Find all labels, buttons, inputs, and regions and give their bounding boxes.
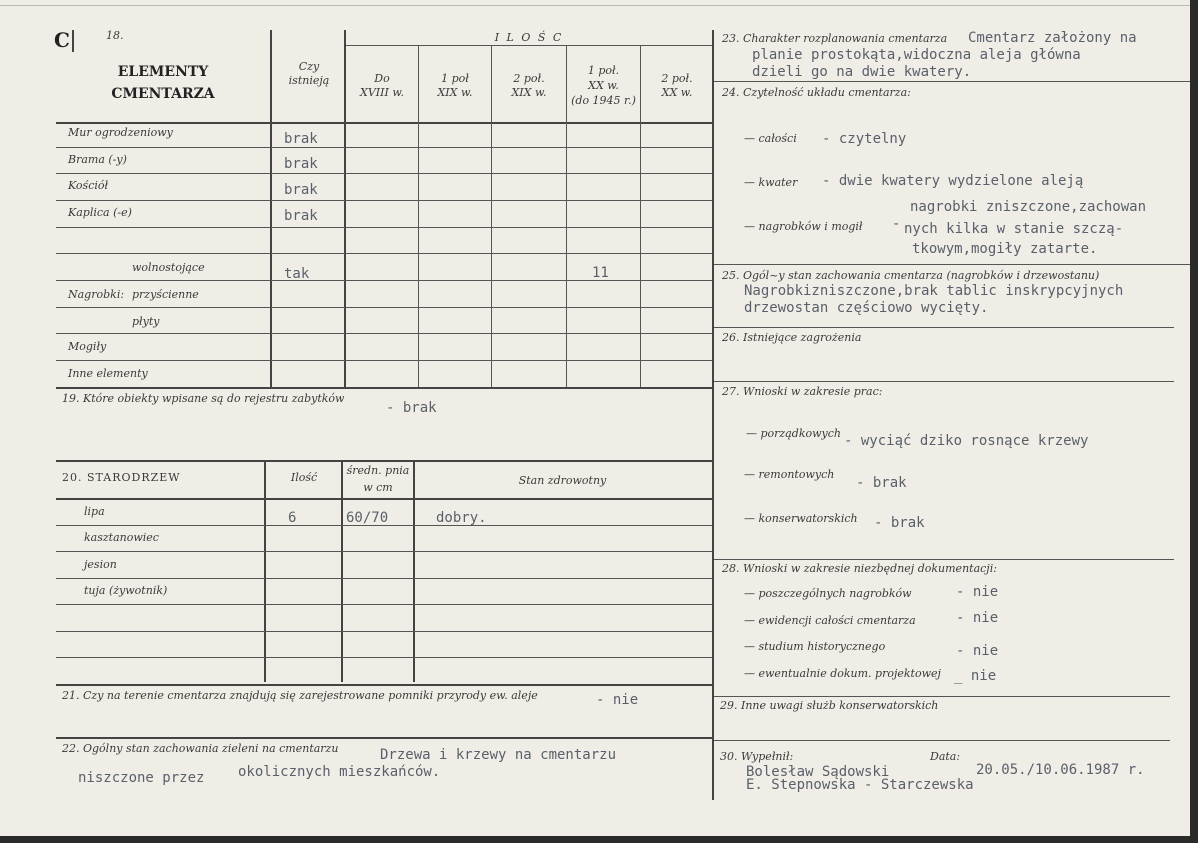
section-20-label: 20. STARODRZEW: [62, 471, 181, 484]
col-2xix-line2: XIX w.: [511, 86, 547, 99]
col-divider-exist: [270, 30, 272, 388]
row-label-kosciol: Kościół: [68, 179, 109, 192]
col-xviii-line2: XVIII w.: [360, 86, 404, 99]
col-ilosc-header: I L O Ś C: [494, 31, 564, 44]
lipa-stan: dobry.: [436, 510, 487, 526]
col-tree-sredn-line2: w cm: [363, 481, 393, 494]
section-23-line3: dzieli go na dwie kwatery.: [752, 64, 972, 80]
filled-by-name1: Bolesław Sądowski: [746, 764, 890, 780]
kwater-label: — kwater: [744, 176, 798, 189]
row-line-8: [56, 333, 712, 334]
value-brama: brak: [284, 156, 318, 172]
tree-row-line-6: [56, 657, 712, 658]
ilosc-header-line: [346, 45, 713, 46]
kwater-value: - dwie kwatery wydzielone aleją: [822, 173, 1084, 189]
col-divider-3: [491, 46, 492, 388]
porzadkowych-value: - wyciąć dziko rosnące krzewy: [844, 433, 1089, 449]
section-22-line2a: niszczone przez: [78, 770, 205, 786]
table-20-top: [56, 460, 712, 462]
tree-col-divider-3: [413, 460, 415, 682]
row-line-3: [56, 200, 712, 201]
col-1xix-line2: XIX w.: [437, 86, 473, 99]
row-label-kaplica: Kaplica (-e): [68, 206, 132, 219]
tree-row-line-3: [56, 578, 712, 579]
tree-col-divider-2: [341, 460, 343, 682]
section-28-label: 28. Wnioski w zakresie niezbędnej dokumentacji:: [722, 562, 997, 575]
col-2xx-line1: 2 poł.: [661, 72, 693, 85]
lipa-sredn: 60/70: [346, 510, 389, 526]
col-divider-ilosc: [344, 30, 346, 388]
ewidencji-value: - nie: [956, 610, 999, 626]
section-30-label: 30. Wypełnił:: [720, 750, 794, 763]
section-23-label: 23. Charakter rozplanowania cmentarza: [722, 32, 948, 45]
filled-by-name2: E. Stepnowska - Starczewska: [746, 777, 974, 793]
row-line-7: [56, 307, 712, 308]
tree-kasztanowiec: kasztanowiec: [84, 531, 159, 544]
value-kaplica: brak: [284, 208, 318, 224]
header-bottom-line: [56, 122, 714, 124]
filled-date: 20.05./10.06.1987 r.: [976, 762, 1145, 778]
center-divider: [712, 30, 714, 800]
row-label-mogily: Mogiły: [68, 340, 107, 353]
col-exist-line2: istnieją: [288, 74, 330, 87]
value-mur: brak: [284, 131, 318, 147]
nagrobkow-line2: nych kilka w stanie szczą-: [904, 221, 1124, 237]
row-line-5: [56, 253, 712, 254]
nagrobkow-dash: -: [892, 216, 901, 232]
section-25-line2: drzewostan częściowo wycięty.: [744, 300, 989, 316]
row-line-1: [56, 147, 712, 148]
table-20-bottom: [56, 684, 712, 686]
lipa-ilosc: 6: [288, 510, 297, 526]
section-22-label: 22. Ogólny stan zachowania zieleni na cmentarzu: [62, 742, 339, 755]
section-marker: C: [54, 28, 70, 52]
col-divider-2: [418, 46, 419, 388]
section-22-line2b: okolicznych mieszkańców.: [238, 764, 441, 780]
section-28-bottom: [714, 696, 1170, 697]
row-label-mur: Mur ogrodzeniowy: [68, 126, 173, 139]
value-wolnostojace: tak: [284, 266, 310, 282]
section-18-number: 18.: [106, 29, 124, 42]
col-1xix-line1: 1 poł: [441, 72, 469, 85]
row-line-6: [56, 280, 712, 281]
nagrobkow-doc-label: — poszczególnych nagrobków: [744, 587, 912, 600]
section-26-bottom: [714, 381, 1174, 382]
konserwatorskich-label: — konserwatorskich: [744, 512, 858, 525]
row-label-brama: Brama (-y): [68, 153, 127, 166]
ewidencji-label: — ewidencji całości cmentarza: [744, 614, 916, 627]
konserwatorskich-value: - brak: [874, 515, 925, 531]
porzadkowych-label: — porządkowych: [746, 427, 841, 440]
row-line-2: [56, 173, 712, 174]
section-25-bottom: [714, 327, 1174, 328]
section-25-label: 25. Ogól~y stan zachowania cmentarza (nagrobków i drzewostanu): [722, 269, 1100, 282]
tree-row-line-5: [56, 631, 712, 632]
studium-value: - nie: [956, 643, 999, 659]
tree-tuja: tuja (żywotnik): [84, 584, 168, 597]
row-line-9: [56, 360, 712, 361]
table-18-bottom: [56, 387, 714, 389]
section-18-title-line2: CMENTARZA: [111, 86, 215, 102]
col-1xx-line3: (do 1945 r.): [571, 94, 636, 107]
remontowych-value: - brak: [856, 475, 907, 491]
col-tree-stan: Stan zdrowotny: [518, 474, 607, 487]
tree-jesion: jesion: [84, 558, 117, 571]
section-22-line1: Drzewa i krzewy na cmentarzu: [380, 747, 617, 763]
section-29-bottom: [714, 740, 1170, 741]
section-21-value: - nie: [596, 692, 639, 708]
row-label-inne: Inne elementy: [68, 367, 148, 380]
tree-lipa: lipa: [84, 505, 105, 518]
col-tree-ilosc: Ilość: [290, 471, 318, 484]
calosci-label: — całości: [744, 132, 797, 145]
value-count-1xx: 11: [592, 265, 609, 281]
row-label-plyty: płyty: [132, 315, 160, 328]
card-top-edge: [0, 5, 1190, 6]
value-kosciol: brak: [284, 182, 318, 198]
col-xviii-line1: Do: [374, 72, 390, 85]
col-1xx-line2: XX w.: [588, 79, 619, 92]
section-26-label: 26. Istniejące zagrożenia: [722, 331, 862, 344]
col-1xx-line1: 1 poł.: [587, 64, 620, 77]
col-2xx-line2: XX w.: [661, 86, 693, 99]
row-label-wolnostojace: wolnostojące: [132, 261, 205, 274]
calosci-value: - czytelny: [822, 131, 907, 147]
tree-row-line-4: [56, 604, 712, 605]
section-24-bottom: [714, 264, 1190, 265]
col-2xix-line1: 2 poł.: [513, 72, 545, 85]
col-divider-4: [566, 46, 567, 388]
section-23-bottom: [714, 81, 1190, 82]
col-exist-line1: Czy: [298, 60, 320, 73]
section-25-line1: Nagrobkizniszczone,brak tablic inskrypcyjnych: [744, 283, 1124, 299]
section-23-line2: planie prostokąta,widoczna aleja główna: [752, 47, 1081, 63]
section-19-label: 19. Które obiekty wpisane są do rejestru zabytków: [62, 392, 345, 405]
tree-row-line-2: [56, 551, 712, 552]
nagrobkow-doc-value: - nie: [956, 584, 999, 600]
section-30-date-label: Data:: [930, 750, 961, 763]
nagrobki-label: Nagrobki:: [68, 288, 125, 301]
section-21-label: 21. Czy na terenie cmentarza znajdują się zarejestrowane pomniki przyrody ew. aleje: [62, 689, 538, 702]
section-27-bottom: [714, 559, 1174, 560]
col-divider-5: [640, 46, 641, 388]
section-24-label: 24. Czytelność układu cmentarza:: [722, 86, 911, 99]
nagrobkow-label: — nagrobków i mogił: [744, 220, 863, 233]
section-18-title-line1: ELEMENTY: [117, 64, 209, 80]
section-29-label: 29. Inne uwagi służb konserwatorskich: [720, 699, 939, 712]
nagrobkow-line3: tkowym,mogiły zatarte.: [912, 241, 1098, 257]
table-20-header-bottom: [56, 498, 712, 500]
tree-col-divider-1: [264, 460, 266, 682]
section-23-line1: Cmentarz założony na: [968, 30, 1137, 46]
section-21-bottom: [56, 737, 712, 739]
row-line-4: [56, 227, 712, 228]
studium-label: — studium historycznego: [744, 640, 886, 653]
projektowej-value: _ nie: [954, 668, 997, 684]
projektowej-label: — ewentualnie dokum. projektowej: [744, 667, 941, 680]
row-label-przyscienne: przyścienne: [132, 288, 199, 301]
nagrobkow-line1: nagrobki zniszczone,zachowan: [910, 199, 1147, 215]
col-tree-sredn-line1: średn. pnia: [346, 464, 410, 477]
section-27-label: 27. Wnioski w zakresie prac:: [722, 385, 883, 398]
remontowych-label: — remontowych: [744, 468, 835, 481]
marker-bar: [72, 30, 74, 52]
section-19-value: - brak: [386, 400, 437, 416]
